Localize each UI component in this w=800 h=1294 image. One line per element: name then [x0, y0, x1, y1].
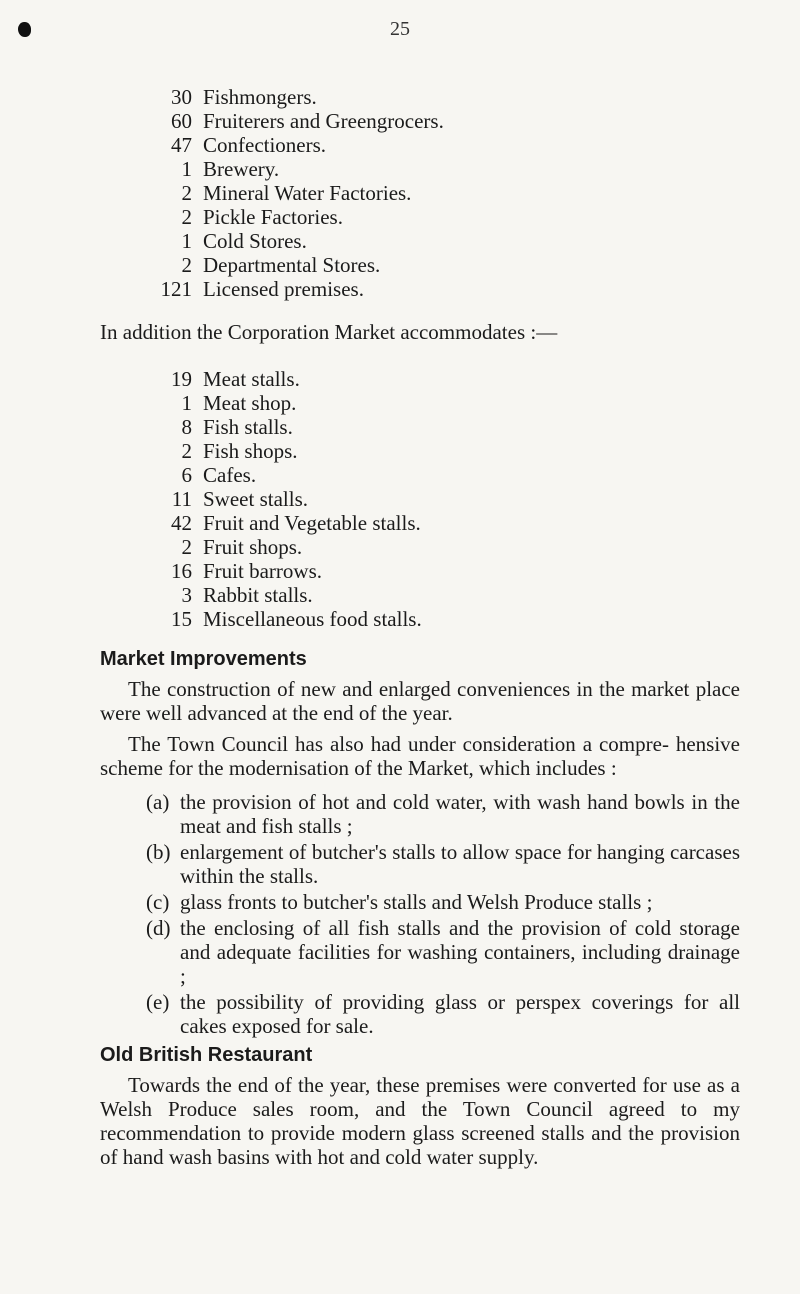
- improvement-items: [146, 790, 740, 1040]
- list-row: [150, 109, 444, 133]
- list-label: Licensed premises.: [203, 277, 364, 301]
- list-row: [150, 463, 422, 487]
- item-marker: (d): [146, 916, 171, 940]
- list-label: Meat shop.: [203, 391, 297, 415]
- old-british-restaurant-heading: Old British Restaurant: [100, 1044, 313, 1066]
- improvement-item: [146, 840, 740, 888]
- market-improvements-para-2: The Town Council has also had under consideration a compre- hensive scheme for the modernisation of the Market, which includes :: [100, 732, 740, 780]
- list-label: Cafes.: [203, 463, 257, 487]
- item-text: the enclosing of all fish stalls and the provision of cold storage and adequate facilities for washing containers, including drainage ;: [180, 916, 740, 988]
- page-number: 25: [390, 18, 410, 40]
- improvement-item: [146, 916, 740, 988]
- list-label: Confectioners.: [203, 133, 327, 157]
- list-row: [150, 181, 444, 205]
- list-count: 19: [171, 367, 192, 391]
- list-row: [150, 367, 422, 391]
- list-row: [150, 205, 444, 229]
- list-label: Fruit barrows.: [203, 559, 322, 583]
- list-row: [150, 253, 444, 277]
- list-count: 1: [181, 229, 192, 253]
- list-label: Fruit shops.: [203, 535, 303, 559]
- item-text: glass fronts to butcher's stalls and Welsh Produce stalls ;: [180, 890, 653, 914]
- item-marker: (a): [146, 790, 170, 814]
- list-row: [150, 583, 422, 607]
- list-count: 2: [181, 535, 192, 559]
- list-count: 47: [171, 133, 192, 157]
- list-count: 16: [171, 559, 192, 583]
- list-count: 1: [181, 157, 192, 181]
- list-label: Meat stalls.: [203, 367, 300, 391]
- old-british-restaurant-para: Towards the end of the year, these premises were converted for use as a Welsh Produce sales room, and the Town Council agreed to my recommendation to provide modern glass screened stalls and the provision of hand wash basins with hot and cold water supply.: [100, 1073, 740, 1169]
- list-label: Miscellaneous food stalls.: [203, 607, 422, 631]
- list-count: 60: [171, 109, 192, 133]
- item-text: the provision of hot and cold water, with wash hand bowls in the meat and fish stalls ;: [180, 790, 740, 838]
- list-label: Fruit and Vegetable stalls.: [203, 511, 421, 535]
- list-count: 42: [171, 511, 192, 535]
- improvement-item: [146, 990, 740, 1038]
- item-text: the possibility of providing glass or perspex coverings for all cakes exposed for sale.: [180, 990, 740, 1038]
- list-label: Fish stalls.: [203, 415, 293, 439]
- market-list: [150, 367, 422, 631]
- list-row: [150, 607, 422, 631]
- list-row: [150, 277, 444, 301]
- list-label: Pickle Factories.: [203, 205, 343, 229]
- list-row: [150, 511, 422, 535]
- item-marker: (c): [146, 890, 170, 914]
- list-label: Cold Stores.: [203, 229, 307, 253]
- list-label: Sweet stalls.: [203, 487, 308, 511]
- list-count: 1: [181, 391, 192, 415]
- list-row: [150, 391, 422, 415]
- list-count: 8: [181, 415, 192, 439]
- list-count: 30: [171, 85, 192, 109]
- list-count: 2: [181, 253, 192, 277]
- list-label: Fruiterers and Greengrocers.: [203, 109, 444, 133]
- list-row: [150, 559, 422, 583]
- list-count: 2: [181, 181, 192, 205]
- market-improvements-heading: Market Improvements: [100, 648, 307, 670]
- list-label: Fish shops.: [203, 439, 298, 463]
- list-row: [150, 535, 422, 559]
- list-row: [150, 133, 444, 157]
- list-count: 6: [181, 463, 192, 487]
- item-marker: (e): [146, 990, 170, 1014]
- item-marker: (b): [146, 840, 171, 864]
- list-label: Departmental Stores.: [203, 253, 381, 277]
- premises-list: [150, 85, 444, 301]
- list-count: 15: [171, 607, 192, 631]
- list-row: [150, 415, 422, 439]
- market-intro: In addition the Corporation Market accommodates :—: [100, 320, 558, 344]
- improvement-item: [146, 890, 740, 914]
- list-label: Brewery.: [203, 157, 280, 181]
- item-text: enlargement of butcher's stalls to allow space for hanging carcases within the stalls.: [180, 840, 740, 888]
- list-count: 2: [181, 205, 192, 229]
- list-row: [150, 487, 422, 511]
- list-row: [150, 157, 444, 181]
- list-label: Rabbit stalls.: [203, 583, 313, 607]
- list-count: 121: [160, 277, 192, 301]
- improvement-item: [146, 790, 740, 838]
- list-row: [150, 85, 444, 109]
- list-row: [150, 439, 422, 463]
- list-row: [150, 229, 444, 253]
- list-count: 11: [171, 487, 192, 511]
- list-label: Fishmongers.: [203, 85, 317, 109]
- list-count: 2: [181, 439, 192, 463]
- list-count: 3: [181, 583, 192, 607]
- market-improvements-para-1: The construction of new and enlarged conveniences in the market place were well advanced at the end of the year.: [100, 677, 740, 725]
- list-label: Mineral Water Factories.: [203, 181, 412, 205]
